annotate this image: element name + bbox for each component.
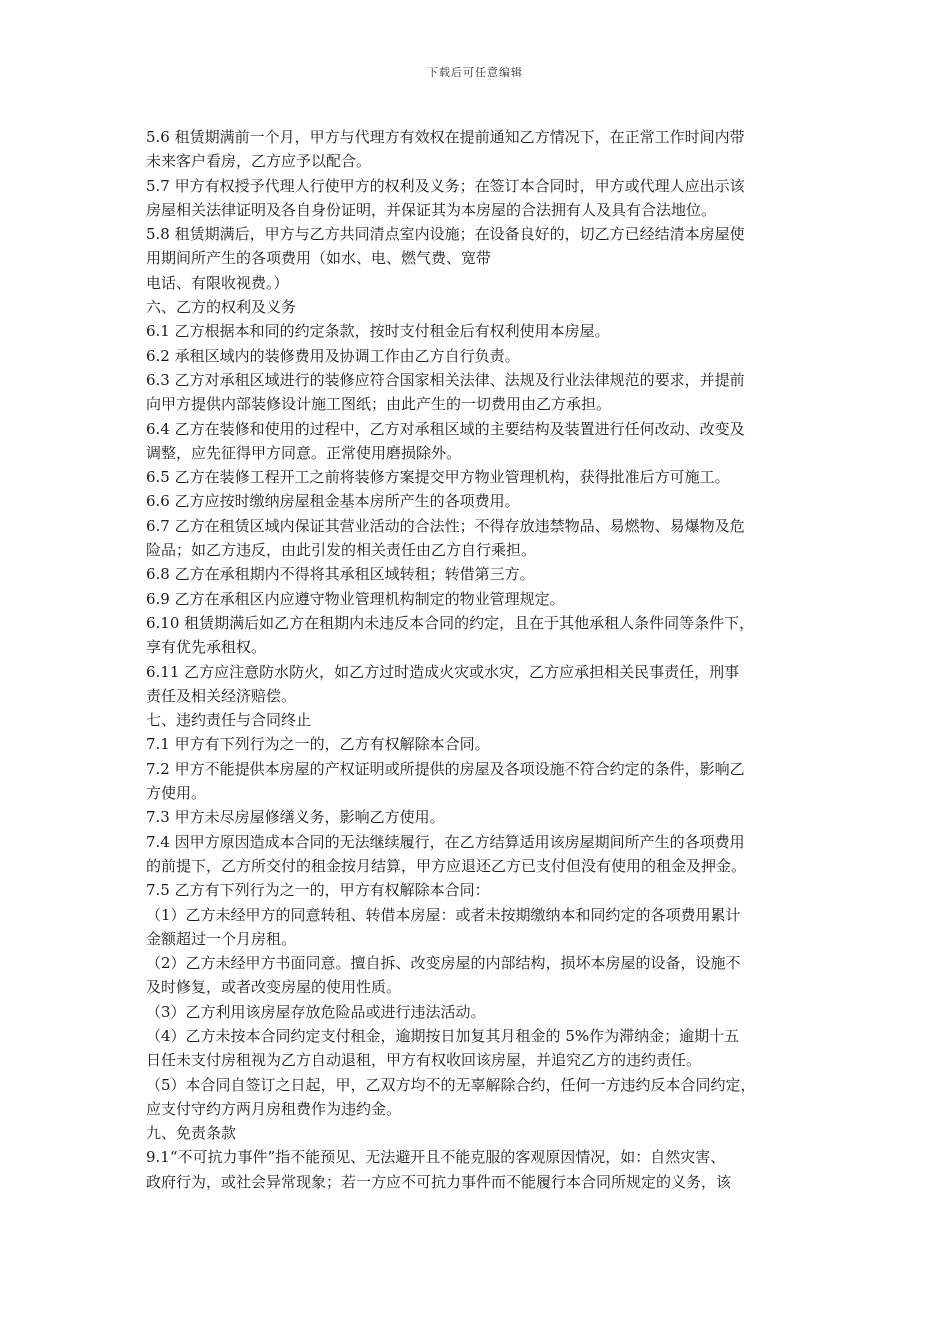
text-line: （3）乙方利用该房屋存放危险品或进行违法活动。 xyxy=(146,1002,486,1021)
text-line: 电话、有限收视费。） xyxy=(146,273,289,292)
page-header-note: 下载后可任意编辑 xyxy=(427,66,523,79)
text-line: 向甲方提供内部装修设计施工图纸；由此产生的一切费用由乙方承担。 xyxy=(146,395,612,414)
text-line: 用期间所产生的各项费用（如水、电、燃气费、宽带 xyxy=(146,249,492,268)
text-line: 未来客户看房，乙方应予以配合。 xyxy=(146,152,372,171)
text-line: 7.2 甲方不能提供本房屋的产权证明或所提供的房屋及各项设施不符合约定的条件，影响乙 xyxy=(146,759,745,778)
text-line: 5.6 租赁期满前一个月，甲方与代理方有效权在提前通知乙方情况下，在正常工作时间内带 xyxy=(146,128,745,146)
text-line: （5）本合同自签订之日起，甲，乙双方均不的无辜解除合约，任何一方违约反本合同约定， xyxy=(146,1075,756,1094)
section-heading: 九、免责条款 xyxy=(146,1124,237,1143)
section-heading: 六、乙方的权利及义务 xyxy=(146,298,297,317)
text-line: 7.1 甲方有下列行为之一的，乙方有权解除本合同。 xyxy=(146,735,490,754)
text-line: 方使用。 xyxy=(146,784,207,803)
text-line: （1）乙方未经甲方的同意转租、转借本房屋：或者未按期缴纳本和同约定的各项费用累计 xyxy=(146,905,741,924)
text-line: 5.8 租赁期满后，甲方与乙方共同清点室内设施；在设备良好的，切乙方已经结清本房屋使 xyxy=(146,225,745,244)
section-heading: 七、违约责任与合同终止 xyxy=(146,711,312,730)
text-line: 7.3 甲方未尽房屋修缮义务，影响乙方使用。 xyxy=(146,808,445,827)
text-line: 7.4 因甲方原因造成本合同的无法继续履行，在乙方结算适用该房屋期间所产生的各项费用 xyxy=(146,832,745,851)
text-line: （4）乙方未按本合同约定支付租金，逾期按日加复其月租金的 5%作为滞纳金；逾期十五 xyxy=(146,1026,740,1045)
text-line: 6.6 乙方应按时缴纳房屋租金基本房所产生的各项费用。 xyxy=(146,492,520,511)
text-line: 6.9 乙方在承租区内应遵守物业管理机构制定的物业管理规定。 xyxy=(146,589,565,608)
text-line: 6.7 乙方在租赁区域内保证其营业活动的合法性；不得存放违禁物品、易燃物、易爆物及危 xyxy=(146,516,745,535)
text-line: 金额超过一个月房租。 xyxy=(146,929,297,948)
text-line: 6.10 租赁期满后如乙方在租期内未违反本合同的约定，且在于其他承租人条件同等条件下， xyxy=(146,613,755,632)
text-line: 的前提下，乙方所交付的租金按月结算，甲方应退还乙方已支付但没有使用的租金及押金。 xyxy=(146,856,747,875)
text-line: 享有优先承租权。 xyxy=(146,638,267,657)
text-line: 5.7 甲方有权授予代理人行使甲方的权利及义务；在签订本合同时，甲方或代理人应出示该 xyxy=(146,176,745,195)
text-line: 6.5 乙方在装修工程开工之前将装修方案提交甲方物业管理机构，获得批准后方可施工。 xyxy=(146,468,730,487)
text-line: 6.1 乙方根据本和同的约定条款，按时支付租金后有权利使用本房屋。 xyxy=(146,322,610,341)
contract-body xyxy=(146,125,810,1194)
text-line: 调整，应先征得甲方同意。正常使用磨损除外。 xyxy=(146,443,462,462)
text-line: 9.1“不可抗力事件”指不能预见、无法避开且不能克服的客观原因情况，如：自然灾害、 xyxy=(146,1148,726,1167)
text-line: 及时修复，或者改变房屋的使用性质。 xyxy=(146,978,402,997)
text-line: 6.2 承租区域内的装修费用及协调工作由乙方自行负责。 xyxy=(146,346,520,365)
text-line: 6.3 乙方对承租区域进行的装修应符合国家相关法律、法规及行业法律规范的要求，并提前 xyxy=(146,370,745,389)
text-line: 责任及相关经济赔偿。 xyxy=(146,686,297,705)
text-line: 6.8 乙方在承租期内不得将其承租区域转租；转借第三方。 xyxy=(146,565,535,584)
text-line: 6.4 乙方在装修和使用的过程中，乙方对承租区域的主要结构及装置进行任何改动、改变及 xyxy=(146,419,745,438)
text-line: 应支付守约方两月房租费作为违约金。 xyxy=(146,1099,402,1118)
text-line: （2）乙方未经甲方书面同意。擅自拆、改变房屋的内部结构，损坏本房屋的设备，设施不 xyxy=(146,954,741,973)
text-line: 7.5 乙方有下列行为之一的，甲方有权解除本合同： xyxy=(146,881,490,900)
text-line: 险品；如乙方违反，由此引发的相关责任由乙方自行乘担。 xyxy=(146,541,537,560)
text-line: 日任未支付房租视为乙方自动退租，甲方有权收回该房屋，并追究乙方的违约责任。 xyxy=(146,1051,702,1070)
text-line: 政府行为，或社会异常现象；若一方应不可抗力事件而不能履行本合同所规定的义务，该 xyxy=(146,1172,732,1191)
text-line: 房屋相关法律证明及各自身份证明，并保证其为本房屋的合法拥有人及具有合法地位。 xyxy=(146,200,717,219)
text-line: 6.11 乙方应注意防水防火，如乙方过时造成火灾或水灾，乙方应承担相关民事责任，刑事 xyxy=(146,662,740,681)
